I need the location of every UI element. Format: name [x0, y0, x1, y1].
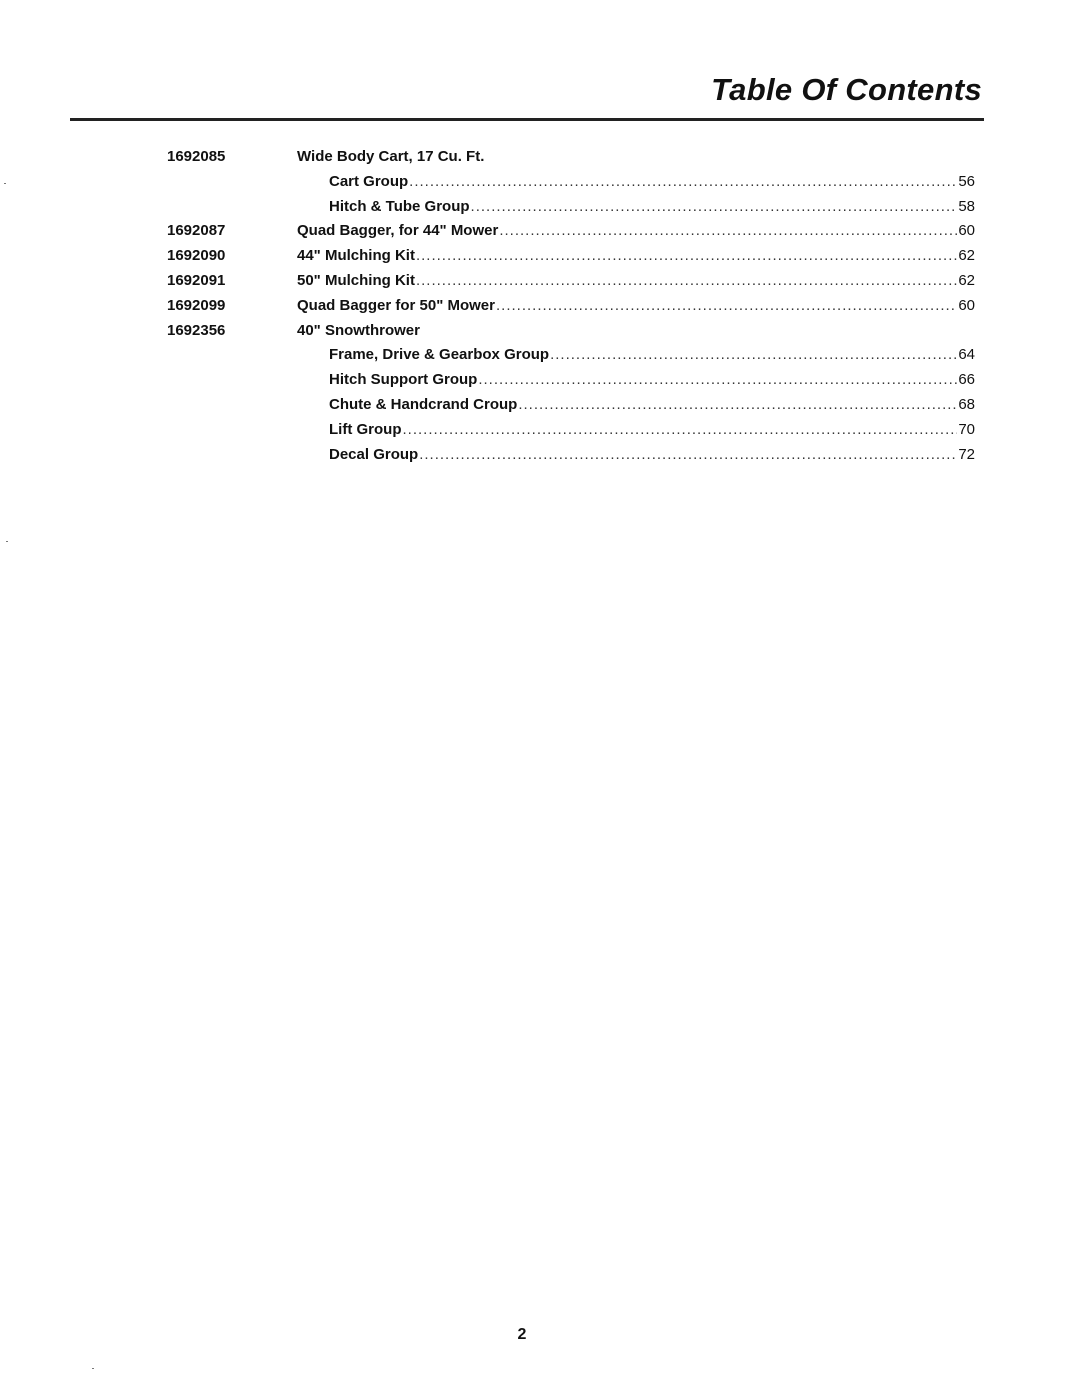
dot-leader: [518, 393, 957, 418]
part-number: 1692099: [167, 296, 226, 314]
entry-label: 40" Snowthrower: [297, 321, 420, 339]
scan-speck: [6, 541, 8, 542]
dot-leader: [478, 368, 957, 393]
entry-label: Cart Group: [329, 172, 409, 190]
page-number: 2: [517, 1326, 527, 1343]
entry-page: 60: [958, 296, 975, 314]
part-number: 1692090: [167, 247, 226, 265]
toc-entry: [329, 368, 975, 393]
toc-entry: [329, 195, 975, 220]
entry-label: Quad Bagger for 50" Mower: [297, 296, 495, 314]
toc-entry: [297, 319, 420, 344]
entry-label: Hitch & Tube Group: [329, 197, 470, 215]
toc-row: [0, 294, 1080, 319]
part-number: 1692087: [167, 222, 226, 240]
toc-row: [0, 319, 1080, 344]
toc-row: [0, 195, 1080, 220]
toc-row: [0, 219, 1080, 244]
entry-page: 58: [958, 197, 975, 215]
entry-label: Frame, Drive & Gearbox Group: [329, 346, 550, 364]
toc-row: [0, 145, 1080, 170]
entry-label: Hitch Support Group: [329, 371, 478, 389]
table-of-contents: [0, 145, 1080, 467]
toc-row: [0, 443, 1080, 468]
toc-row: [0, 368, 1080, 393]
entry-label: Chute & Handcrand Croup: [329, 395, 518, 413]
toc-entry: [329, 170, 975, 195]
dot-leader: [496, 294, 957, 319]
entry-page: 64: [958, 346, 975, 364]
part-number: 1692091: [167, 271, 226, 289]
title-divider: [70, 118, 984, 121]
toc-entry: [297, 244, 975, 269]
toc-row: [0, 269, 1080, 294]
toc-entry: [329, 443, 975, 468]
toc-row: [0, 418, 1080, 443]
toc-entry: [329, 418, 975, 443]
page-title: Table Of Contents: [711, 72, 982, 107]
toc-row: [0, 244, 1080, 269]
entry-page: 62: [958, 247, 975, 265]
part-number: 1692085: [167, 148, 226, 165]
entry-page: 68: [958, 395, 975, 413]
toc-entry: [297, 269, 975, 294]
toc-entry: [297, 294, 975, 319]
dot-leader: [471, 195, 958, 220]
entry-page: 56: [958, 172, 975, 190]
entry-page: 70: [958, 420, 975, 438]
part-number: 1692356: [167, 321, 226, 339]
scan-speck: [92, 1368, 94, 1369]
dot-leader: [416, 244, 957, 269]
dot-leader: [550, 343, 957, 368]
dot-leader: [499, 219, 957, 244]
toc-entry: [329, 393, 975, 418]
entry-page: 62: [958, 271, 975, 289]
entry-page: 66: [958, 371, 975, 389]
entry-page: 72: [958, 445, 975, 463]
dot-leader: [416, 269, 957, 294]
toc-entry: [297, 145, 484, 170]
entry-page: 60: [958, 222, 975, 240]
entry-label: 44" Mulching Kit: [297, 247, 415, 265]
scan-speck: [4, 183, 6, 184]
entry-label: Wide Body Cart, 17 Cu. Ft.: [297, 148, 485, 165]
entry-label: Quad Bagger, for 44" Mower: [297, 222, 499, 240]
toc-entry: [297, 219, 975, 244]
entry-label: 50" Mulching Kit: [297, 271, 415, 289]
entry-label: Lift Group: [329, 420, 402, 438]
dot-leader: [419, 443, 957, 468]
toc-entry: [329, 343, 975, 368]
dot-leader: [402, 418, 957, 443]
dot-leader: [409, 170, 957, 195]
toc-row: [0, 343, 1080, 368]
entry-label: Decal Group: [329, 445, 419, 463]
toc-row: [0, 170, 1080, 195]
toc-row: [0, 393, 1080, 418]
